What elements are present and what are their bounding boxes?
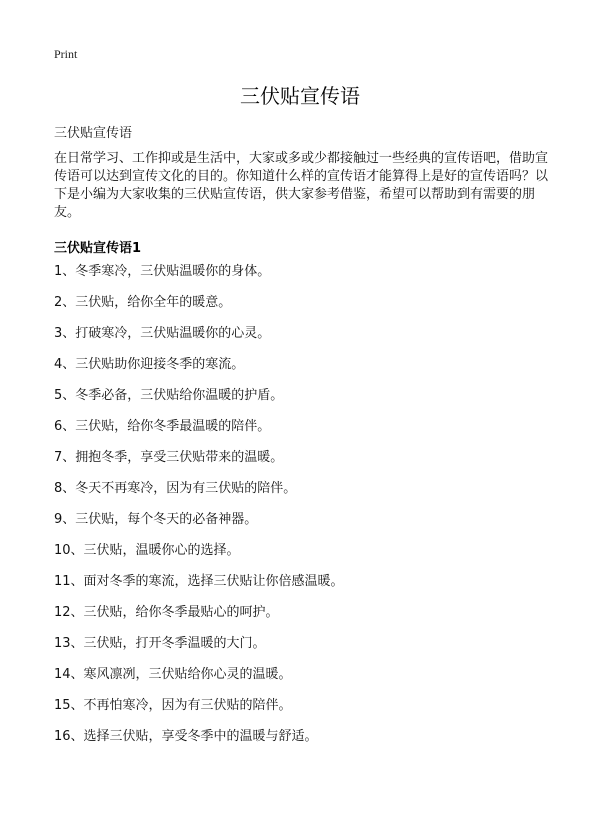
list-item: 15、不再怕寒冷，因为有三伏贴的陪伴。 xyxy=(54,698,292,713)
list-item: 3、打破寒冷，三伏贴温暖你的心灵。 xyxy=(54,326,271,341)
list-item: 5、冬季必备，三伏贴给你温暖的护盾。 xyxy=(54,388,284,403)
list-item: 12、三伏贴，给你冬季最贴心的呵护。 xyxy=(54,605,279,620)
list-item: 7、拥抱冬季，享受三伏贴带来的温暖。 xyxy=(54,450,284,465)
article-subtitle: 三伏贴宣传语 xyxy=(54,126,133,141)
list-item: 14、寒风凛冽，三伏贴给你心灵的温暖。 xyxy=(54,667,292,682)
print-link[interactable]: Print xyxy=(54,47,78,61)
slogan-list xyxy=(54,263,548,759)
list-item: 11、面对冬季的寒流，选择三伏贴让你倍感温暖。 xyxy=(54,574,344,589)
page-title: 三伏贴宣传语 xyxy=(240,84,360,108)
list-item: 4、三伏贴助你迎接冬季的寒流。 xyxy=(54,357,245,372)
list-item: 1、冬季寒冷，三伏贴温暖你的身体。 xyxy=(54,264,271,279)
list-item: 16、选择三伏贴，享受冬季中的温暖与舒适。 xyxy=(54,729,318,744)
list-item: 9、三伏贴，每个冬天的必备神器。 xyxy=(54,512,258,527)
list-item: 13、三伏贴，打开冬季温暖的大门。 xyxy=(54,636,266,651)
list-item: 8、冬天不再寒冷，因为有三伏贴的陪伴。 xyxy=(54,481,297,496)
intro-paragraph: 在日常学习、工作抑或是生活中，大家或多或少都接触过一些经典的宣传语吧，借助宣传语可以达到宣传文化的目的。你知道什么样的宣传语才能算得上是好的宣传语吗？以下是小编为大家收集的三伏贴宣传语，供大家参考借鉴，希望可以帮助到有需要的朋友。 xyxy=(54,151,549,220)
list-item: 2、三伏贴，给你全年的暖意。 xyxy=(54,295,232,310)
list-item: 10、三伏贴，温暖你心的选择。 xyxy=(54,543,240,558)
list-item: 6、三伏贴，给你冬季最温暖的陪伴。 xyxy=(54,419,271,434)
section-heading: 三伏贴宣传语1 xyxy=(54,241,142,256)
